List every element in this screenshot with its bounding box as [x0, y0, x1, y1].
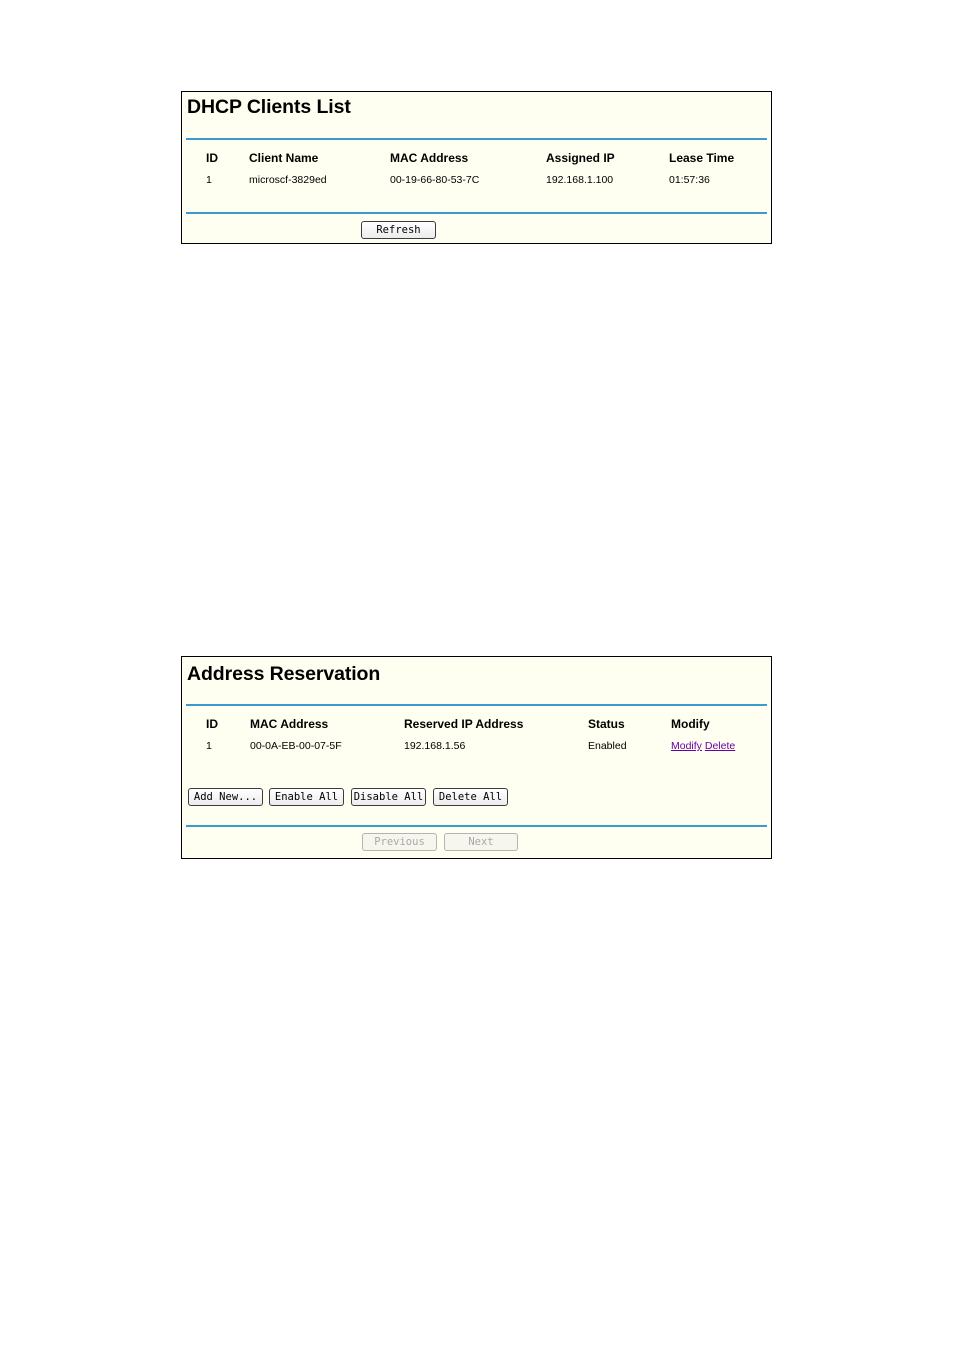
address-reservation-panel: [181, 656, 772, 859]
client-name: microscf-3829ed: [249, 174, 327, 186]
client-id: 1: [206, 174, 212, 186]
col-header-modify: Modify: [671, 717, 710, 731]
dhcp-clients-title: DHCP Clients List: [187, 96, 351, 118]
disable-all-button[interactable]: Disable All: [351, 788, 426, 806]
reservation-mac-address: 00-0A-EB-00-07-5F: [250, 740, 342, 752]
col-header-id: ID: [206, 717, 218, 731]
dhcp-clients-panel: [181, 91, 772, 244]
title-divider: [186, 138, 767, 140]
delete-all-button[interactable]: Delete All: [433, 788, 508, 806]
reservation-status: Enabled: [588, 740, 627, 752]
footer-divider: [186, 825, 767, 827]
client-assigned-ip: 192.168.1.100: [546, 174, 614, 186]
col-header-id: ID: [206, 151, 218, 165]
client-mac-address: 00-19-66-80-53-7C: [390, 174, 480, 186]
title-divider: [186, 704, 767, 706]
col-header-reserved-ip: Reserved IP Address: [404, 717, 524, 731]
next-button[interactable]: Next: [444, 833, 518, 851]
col-header-mac-address: MAC Address: [390, 151, 469, 165]
reservation-modify-cell: [671, 740, 735, 752]
reservation-id: 1: [206, 740, 212, 752]
address-reservation-title: Address Reservation: [187, 663, 381, 685]
col-header-assigned-ip: Assigned IP: [546, 151, 615, 165]
client-lease-time: 01:57:36: [669, 174, 710, 186]
modify-link[interactable]: Modify: [671, 740, 702, 752]
col-header-status: Status: [588, 717, 625, 731]
col-header-client-name: Client Name: [249, 151, 319, 165]
enable-all-button[interactable]: Enable All: [269, 788, 344, 806]
previous-button[interactable]: Previous: [362, 833, 437, 851]
reservation-ip-address: 192.168.1.56: [404, 740, 466, 752]
refresh-button[interactable]: Refresh: [361, 221, 436, 239]
delete-link[interactable]: Delete: [704, 740, 736, 752]
add-new-button[interactable]: Add New...: [188, 788, 263, 806]
col-header-lease-time: Lease Time: [669, 151, 735, 165]
footer-divider: [186, 212, 767, 214]
col-header-mac-address: MAC Address: [250, 717, 329, 731]
